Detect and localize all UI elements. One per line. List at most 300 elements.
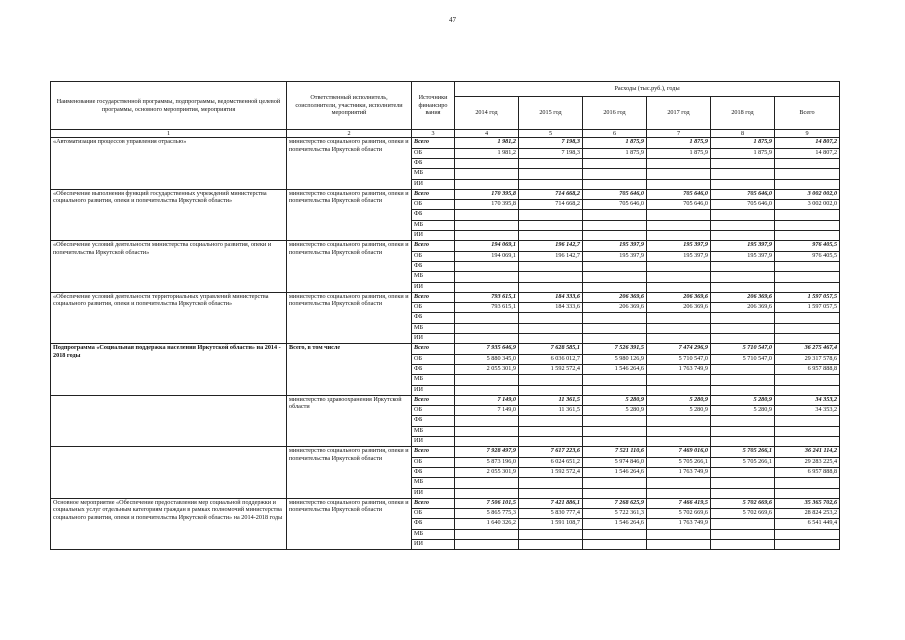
executor-cell: министерство социального развития, опеки и попечительства Иркутской области [287,498,412,549]
header-year: 2017 год [647,97,711,130]
amount-cell [455,313,519,323]
amount-cell [519,529,583,539]
column-number: 2 [287,130,412,138]
amount-cell [711,334,775,344]
amount-cell: 206 369,6 [583,292,647,302]
amount-cell: 2 055 301,9 [455,467,519,477]
amount-cell [455,416,519,426]
executor-cell: министерство социального развития, опеки и попечительства Иркутской области [287,189,412,240]
executor-cell: министерство здравоохранения Иркутской области [287,395,412,446]
amount-cell [519,261,583,271]
amount-cell: 7 421 886,1 [519,498,583,508]
amount-cell [711,416,775,426]
source-cell: ИИ [412,334,455,344]
amount-cell: 7 149,0 [455,406,519,416]
source-cell: ИИ [412,231,455,241]
source-cell: Всего [412,138,455,148]
total-cell: 1 597 057,5 [775,303,840,313]
amount-cell [583,220,647,230]
amount-cell [711,437,775,447]
column-number: 9 [775,130,840,138]
source-cell: МБ [412,426,455,436]
header-name: Наименование государственной программы, подпрограммы, ведомственной целевой программы, основного мероприятия, мероприятия [51,82,287,130]
amount-cell [711,272,775,282]
total-cell [775,179,840,189]
program-name-cell: «Обеспечение выполнения функций государственных учреждений министерства социального развития, опеки и попечительства Иркутской области» [51,189,287,240]
source-cell: ИИ [412,437,455,447]
source-cell: МБ [412,375,455,385]
amount-cell [711,385,775,395]
amount-cell: 1 546 264,6 [583,519,647,529]
source-cell: ОБ [412,303,455,313]
table-row [51,138,840,148]
program-name-cell: «Автоматизация процессов управления отраслью» [51,138,287,189]
amount-cell: 11 361,5 [519,406,583,416]
source-cell: МБ [412,529,455,539]
amount-cell [519,426,583,436]
amount-cell [583,488,647,498]
amount-cell [647,323,711,333]
column-number: 3 [412,130,455,138]
amount-cell [455,169,519,179]
source-cell: ОБ [412,406,455,416]
amount-cell: 5 702 669,6 [711,498,775,508]
header-year: 2015 год [519,97,583,130]
amount-cell [519,313,583,323]
total-cell: 976 405,5 [775,251,840,261]
amount-cell: 195 397,9 [583,251,647,261]
total-cell: 14 807,2 [775,138,840,148]
amount-cell: 7 935 646,9 [455,344,519,354]
amount-cell: 206 369,6 [647,303,711,313]
source-cell: Всего [412,498,455,508]
amount-cell [455,220,519,230]
amount-cell [711,261,775,271]
total-cell: 28 824 253,2 [775,509,840,519]
amount-cell: 7 268 625,9 [583,498,647,508]
amount-cell: 7 521 110,6 [583,447,647,457]
amount-cell [711,488,775,498]
total-cell [775,416,840,426]
program-name-cell [51,395,287,446]
amount-cell: 1 763 749,9 [647,519,711,529]
amount-cell [647,478,711,488]
total-cell: 3 002 002,0 [775,200,840,210]
amount-cell: 194 069,1 [455,251,519,261]
amount-cell [455,437,519,447]
total-cell [775,159,840,169]
amount-cell: 195 397,9 [647,251,711,261]
column-number: 6 [583,130,647,138]
program-name-cell: Подпрограмма «Социальная поддержка населения Иркутской области» на 2014 - 2018 годы [51,344,287,395]
amount-cell [711,231,775,241]
amount-cell [647,261,711,271]
total-cell [775,282,840,292]
amount-cell: 1 546 264,6 [583,364,647,374]
amount-cell [711,539,775,549]
total-cell: 36 241 114,2 [775,447,840,457]
amount-cell: 705 646,0 [647,200,711,210]
amount-cell: 195 397,9 [711,251,775,261]
amount-cell: 5 873 196,0 [455,457,519,467]
amount-cell: 5 280,9 [711,406,775,416]
program-name-cell: «Обеспечение условий деятельности территориальных управлений министерства социального развития, опеки и попечительства Иркутской области» [51,292,287,343]
total-cell [775,210,840,220]
table-row [51,292,840,302]
total-cell: 29 283 225,4 [775,457,840,467]
amount-cell: 206 369,6 [711,303,775,313]
total-cell: 14 807,2 [775,148,840,158]
amount-cell: 194 069,1 [455,241,519,251]
amount-cell: 5 705 266,1 [711,447,775,457]
total-cell [775,334,840,344]
amount-cell [647,272,711,282]
amount-cell [711,169,775,179]
amount-cell: 1 875,9 [711,138,775,148]
amount-cell: 705 646,0 [711,189,775,199]
amount-cell [647,426,711,436]
amount-cell [647,231,711,241]
amount-cell: 5 710 547,0 [711,354,775,364]
amount-cell: 5 702 669,6 [647,509,711,519]
amount-cell: 7 628 585,1 [519,344,583,354]
amount-cell: 1 592 572,4 [519,364,583,374]
amount-cell [647,416,711,426]
total-cell: 1 597 057,5 [775,292,840,302]
total-cell [775,323,840,333]
amount-cell: 5 702 669,6 [711,509,775,519]
source-cell: ИИ [412,282,455,292]
amount-cell [455,539,519,549]
amount-cell [455,272,519,282]
source-cell: МБ [412,220,455,230]
amount-cell [583,272,647,282]
amount-cell: 1 875,9 [583,138,647,148]
amount-cell: 5 830 777,4 [519,509,583,519]
amount-cell [455,488,519,498]
expenses-table [50,81,840,550]
amount-cell [455,261,519,271]
source-cell: ОБ [412,251,455,261]
executor-cell: министерство социального развития, опеки и попечительства Иркутской области [287,138,412,189]
table-row [51,189,840,199]
amount-cell: 7 469 016,0 [647,447,711,457]
source-cell: ФБ [412,261,455,271]
amount-cell [455,478,519,488]
amount-cell [711,529,775,539]
amount-cell: 5 710 547,0 [711,344,775,354]
page-number: 47 [449,16,456,24]
column-number: 7 [647,130,711,138]
source-cell: ИИ [412,385,455,395]
amount-cell [519,179,583,189]
amount-cell [455,323,519,333]
amount-cell [519,231,583,241]
amount-cell [519,282,583,292]
amount-cell: 184 333,6 [519,303,583,313]
amount-cell [647,282,711,292]
amount-cell [455,210,519,220]
amount-cell [519,478,583,488]
amount-cell: 1 763 749,9 [647,467,711,477]
total-cell: 6 957 888,8 [775,364,840,374]
total-cell: 35 365 702,6 [775,498,840,508]
source-cell: ОБ [412,509,455,519]
amount-cell: 206 369,6 [583,303,647,313]
header-year: 2018 год [711,97,775,130]
amount-cell [583,261,647,271]
source-cell: Всего [412,395,455,405]
amount-cell [519,334,583,344]
amount-cell: 170 395,8 [455,189,519,199]
amount-cell: 1 875,9 [647,148,711,158]
amount-cell [519,323,583,333]
amount-cell [711,375,775,385]
column-number: 1 [51,130,287,138]
amount-cell [711,220,775,230]
amount-cell: 5 705 266,1 [647,457,711,467]
amount-cell [647,488,711,498]
total-cell: 3 002 002,0 [775,189,840,199]
amount-cell [583,159,647,169]
total-cell: 36 275 467,4 [775,344,840,354]
amount-cell: 170 395,8 [455,200,519,210]
amount-cell [519,488,583,498]
amount-cell: 5 880 345,0 [455,354,519,364]
amount-cell [711,519,775,529]
amount-cell: 7 198,3 [519,138,583,148]
amount-cell [455,375,519,385]
source-cell: МБ [412,272,455,282]
amount-cell [583,313,647,323]
total-cell: 34 353,2 [775,406,840,416]
header-source: Источники финансиро вания [412,82,455,130]
amount-cell: 5 280,9 [583,406,647,416]
source-cell: Всего [412,447,455,457]
amount-cell: 7 506 101,5 [455,498,519,508]
total-cell: 34 353,2 [775,395,840,405]
amount-cell: 1 546 264,6 [583,467,647,477]
amount-cell: 5 280,9 [583,395,647,405]
amount-cell [583,231,647,241]
total-cell: 976 405,5 [775,241,840,251]
column-number: 5 [519,130,583,138]
amount-cell: 1 875,9 [647,138,711,148]
amount-cell: 793 615,1 [455,292,519,302]
amount-cell: 5 280,9 [647,406,711,416]
amount-cell [455,159,519,169]
source-cell: МБ [412,478,455,488]
source-cell: ФБ [412,467,455,477]
executor-cell: министерство социального развития, опеки и попечительства Иркутской области [287,241,412,292]
total-cell: 29 317 578,6 [775,354,840,364]
amount-cell [711,478,775,488]
amount-cell [647,334,711,344]
amount-cell: 195 397,9 [647,241,711,251]
amount-cell [583,334,647,344]
source-cell: Всего [412,189,455,199]
amount-cell [583,478,647,488]
amount-cell: 1 640 326,2 [455,519,519,529]
amount-cell: 11 361,5 [519,395,583,405]
amount-cell: 7 928 497,9 [455,447,519,457]
executor-cell: министерство социального развития, опеки и попечительства Иркутской области [287,292,412,343]
total-cell: 6 957 888,8 [775,467,840,477]
amount-cell [583,416,647,426]
program-name-cell [51,447,287,498]
amount-cell: 206 369,6 [647,292,711,302]
amount-cell [711,179,775,189]
amount-cell: 5 980 126,9 [583,354,647,364]
amount-cell: 5 280,9 [711,395,775,405]
amount-cell: 7 466 419,5 [647,498,711,508]
amount-cell: 1 981,2 [455,138,519,148]
amount-cell [647,375,711,385]
source-cell: Всего [412,292,455,302]
amount-cell [647,159,711,169]
amount-cell [519,416,583,426]
total-cell [775,385,840,395]
amount-cell: 1 763 749,9 [647,364,711,374]
amount-cell [647,437,711,447]
amount-cell [455,426,519,436]
source-cell: ОБ [412,457,455,467]
total-cell [775,529,840,539]
amount-cell [711,159,775,169]
column-number: 8 [711,130,775,138]
amount-cell: 5 280,9 [647,395,711,405]
total-cell [775,272,840,282]
amount-cell [583,179,647,189]
amount-cell: 1 981,2 [455,148,519,158]
total-cell [775,169,840,179]
amount-cell [519,220,583,230]
amount-cell [647,220,711,230]
total-cell [775,539,840,549]
amount-cell [711,426,775,436]
total-cell [775,488,840,498]
source-cell: МБ [412,169,455,179]
amount-cell [519,385,583,395]
amount-cell [583,210,647,220]
total-cell [775,261,840,271]
amount-cell: 705 646,0 [711,200,775,210]
amount-cell: 5 722 361,3 [583,509,647,519]
amount-cell [455,385,519,395]
executor-cell: министерство социального развития, опеки и попечительства Иркутской области [287,447,412,498]
total-cell: 6 541 449,4 [775,519,840,529]
amount-cell [519,375,583,385]
amount-cell: 714 668,2 [519,200,583,210]
program-name-cell: «Обеспечение условий деятельности министерства социального развития, опеки и попечительства Иркутской области» [51,241,287,292]
program-name-cell: Основное мероприятие «Обеспечение предоставления мер социальной поддержки и социальных услуг отдельным категориям граждан в рамках полномочий министерства социального развития, опеки и попечительства Иркутской области» на 2014-2018 годы [51,498,287,549]
header-year: 2016 год [583,97,647,130]
source-cell: ФБ [412,210,455,220]
column-number: 4 [455,130,519,138]
amount-cell: 195 397,9 [583,241,647,251]
amount-cell [455,529,519,539]
amount-cell: 1 591 108,7 [519,519,583,529]
amount-cell [711,364,775,374]
amount-cell [583,529,647,539]
amount-cell [519,539,583,549]
total-cell [775,313,840,323]
executor-cell: Всего, в том числе [287,344,412,395]
header-year: 2014 год [455,97,519,130]
table-row [51,344,840,354]
amount-cell: 705 646,0 [583,189,647,199]
source-cell: ФБ [412,416,455,426]
amount-cell [647,539,711,549]
header-expenses: Расходы (тыс.руб.), годы [455,82,840,97]
amount-cell: 7 198,3 [519,148,583,158]
source-cell: ИИ [412,179,455,189]
total-cell [775,478,840,488]
amount-cell: 705 646,0 [583,200,647,210]
amount-cell [711,210,775,220]
amount-cell: 1 875,9 [711,148,775,158]
amount-cell [455,179,519,189]
amount-cell: 1 592 572,4 [519,467,583,477]
header-executor: Ответственный исполнитель, соисполнители, участники, исполнители мероприятий [287,82,412,130]
table-row [51,498,840,508]
source-cell: ИИ [412,539,455,549]
amount-cell: 7 149,0 [455,395,519,405]
amount-cell [455,282,519,292]
source-cell: ОБ [412,148,455,158]
amount-cell [519,159,583,169]
amount-cell: 184 333,6 [519,292,583,302]
amount-cell: 5 705 266,1 [711,457,775,467]
table-row [51,241,840,251]
source-cell: ФБ [412,364,455,374]
amount-cell: 714 668,2 [519,189,583,199]
source-cell: ИИ [412,488,455,498]
source-cell: ФБ [412,313,455,323]
amount-cell: 206 369,6 [711,292,775,302]
amount-cell: 2 055 301,9 [455,364,519,374]
amount-cell [711,467,775,477]
amount-cell [455,334,519,344]
table-row [51,395,840,405]
total-cell [775,437,840,447]
header-total: Всего [775,97,840,130]
amount-cell: 195 397,9 [711,241,775,251]
amount-cell [711,313,775,323]
amount-cell: 7 617 223,6 [519,447,583,457]
amount-cell: 793 615,1 [455,303,519,313]
amount-cell [647,169,711,179]
amount-cell: 5 974 846,0 [583,457,647,467]
amount-cell [455,231,519,241]
amount-cell [583,426,647,436]
amount-cell [583,539,647,549]
amount-cell [583,282,647,292]
amount-cell: 5 865 775,3 [455,509,519,519]
source-cell: ФБ [412,519,455,529]
amount-cell [711,323,775,333]
source-cell: МБ [412,323,455,333]
total-cell [775,220,840,230]
amount-cell: 196 142,7 [519,241,583,251]
amount-cell [519,169,583,179]
amount-cell: 6 024 651,2 [519,457,583,467]
amount-cell [519,210,583,220]
amount-cell [583,375,647,385]
source-cell: ОБ [412,354,455,364]
amount-cell: 705 646,0 [647,189,711,199]
amount-cell [583,437,647,447]
